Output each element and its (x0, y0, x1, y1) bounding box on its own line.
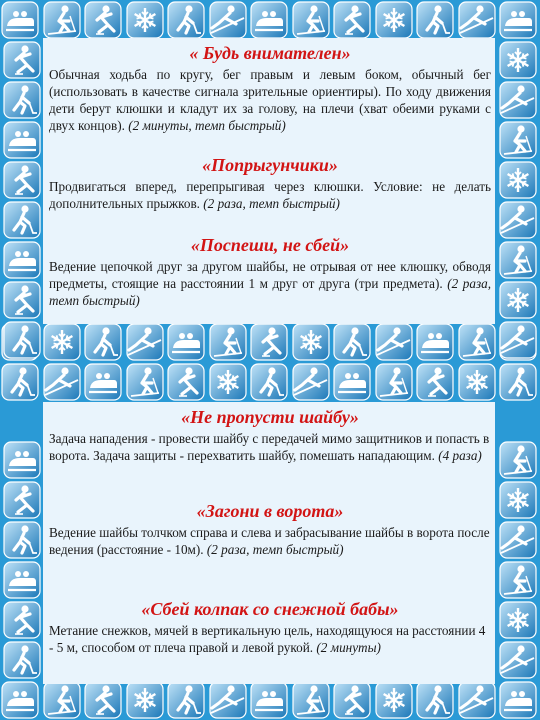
border-tile (85, 682, 121, 718)
border-tile (251, 324, 287, 360)
game-title: « Будь внимателен» (189, 43, 351, 63)
border-tile (500, 364, 536, 400)
border-tile (44, 2, 80, 38)
border-tile (4, 642, 40, 678)
border-tile (4, 442, 40, 478)
border-tile (44, 324, 80, 360)
border-tile (85, 364, 121, 400)
border-tile (251, 364, 287, 400)
border-tile (4, 242, 40, 278)
game-block (49, 154, 491, 212)
border-tile (376, 682, 412, 718)
border-tile (293, 2, 329, 38)
border-tile (168, 2, 204, 38)
game-block (49, 406, 491, 464)
border-tile (210, 364, 246, 400)
game-description: Метание снежков, мячей в вертикальную цель, находящуюся на расстоянии 4 - 5 м, способом от плеча правой и левой рукой. (2 минуты) (49, 623, 486, 655)
border-tile (210, 2, 246, 38)
border-tile (127, 2, 163, 38)
border-tile (459, 324, 495, 360)
game-description: Обычная ходьба по кругу, бег правым и левым боком, обычный бег (использовать в качестве сигнала зрительные ориентиры). По ходу движения дети берут клюшки и кладут их за голову, на плечи (хват обеими руками с двух концов). (2 минуты, темп быстрый) (49, 67, 491, 133)
game-block (49, 500, 491, 558)
game-note: (4 раза) (438, 448, 482, 463)
border-tile (127, 324, 163, 360)
border-tile (4, 202, 40, 238)
border-tile (4, 482, 40, 518)
game-note: (2 раза, темп быстрый) (49, 276, 491, 308)
border-tile (4, 282, 40, 318)
border-tile (4, 122, 40, 158)
border-tile (168, 324, 204, 360)
border-tile (127, 364, 163, 400)
game-note: (2 раза, темп быстрый) (203, 196, 340, 211)
border-tile (376, 2, 412, 38)
border-tile (44, 682, 80, 718)
border-tile (4, 42, 40, 78)
border-tile (500, 122, 536, 158)
game-note: (2 минуты, темп быстрый) (128, 118, 286, 133)
border-tile (4, 562, 40, 598)
game-description: Задача нападения - провести шайбу с передачей мимо защитников и попасть в ворота. Задача защиты - перехватить шайбу, помешать нападающим. (4 раза) (49, 431, 490, 463)
border-tile (500, 642, 536, 678)
border-tile (417, 324, 453, 360)
border-tile (44, 364, 80, 400)
border-tile (417, 364, 453, 400)
border-tile (251, 2, 287, 38)
border-tile (500, 162, 536, 198)
border-tile (4, 322, 40, 358)
game-title: «Сбей колпак со снежной бабы» (141, 599, 399, 619)
game-title: «Загони в ворота» (196, 501, 344, 521)
border-tile (500, 602, 536, 638)
border-tile (376, 364, 412, 400)
border-tile (500, 42, 536, 78)
game-description: Продвигаться вперед, перепрыгивая через клюшки. Условие: не делать дополнительных прыжков. (2 раза, темп быстрый) (49, 179, 491, 211)
border-tile (500, 242, 536, 278)
border-tile (334, 682, 370, 718)
border-tile (459, 682, 495, 718)
border-tile (459, 364, 495, 400)
border-tile (500, 682, 536, 718)
border-tile (500, 322, 536, 358)
game-title: «Не пропусти шайбу» (181, 407, 359, 427)
border-tile (500, 2, 536, 38)
game-note: (2 раза, темп быстрый) (206, 542, 344, 557)
border-tile (334, 324, 370, 360)
border-tile (334, 364, 370, 400)
border-tile (4, 82, 40, 118)
border-tile (417, 682, 453, 718)
border-tile (293, 324, 329, 360)
border-tile (127, 682, 163, 718)
border-tile (459, 2, 495, 38)
game-description: Ведение цепочкой друг за другом шайбы, не отрывая от нее клюшку, обводя предметы, стоящие на расстоянии 1 м друг от друга (три предмета). (2 раза, темп быстрый) (49, 259, 491, 308)
game-title: «Поспеши, не сбей» (190, 235, 350, 255)
game-block (49, 234, 491, 309)
border-tile (500, 482, 536, 518)
border-tile (168, 364, 204, 400)
border-tile (500, 442, 536, 478)
border-tile (500, 282, 536, 318)
border-tile (417, 2, 453, 38)
border-tile (293, 682, 329, 718)
border-tile (500, 522, 536, 558)
border-tile (500, 562, 536, 598)
border-tile (168, 682, 204, 718)
border-tile (500, 202, 536, 238)
content-panel-top (43, 38, 495, 324)
border-tile (251, 682, 287, 718)
border-tile (2, 682, 38, 718)
border-tile (2, 364, 38, 400)
border-tile (4, 602, 40, 638)
border-tile (210, 324, 246, 360)
border-tile (334, 2, 370, 38)
border-tile (376, 324, 412, 360)
border-tile (293, 364, 329, 400)
content-panel-bottom (43, 402, 495, 684)
border-tile (210, 682, 246, 718)
border-tile (2, 2, 38, 38)
game-block (49, 42, 491, 134)
border-tile (85, 2, 121, 38)
border-tile (85, 324, 121, 360)
border-tile (4, 162, 40, 198)
border-tile (500, 82, 536, 118)
game-block (49, 598, 491, 656)
border-tile (4, 522, 40, 558)
game-title: «Попрыгунчики» (202, 155, 338, 175)
game-description: Ведение шайбы толчком справа и слева и забрасывание шайбы в ворота после ведения (расстояние - 10м). (2 раза, темп быстрый) (49, 525, 490, 557)
game-note: (2 минуты) (316, 640, 381, 655)
